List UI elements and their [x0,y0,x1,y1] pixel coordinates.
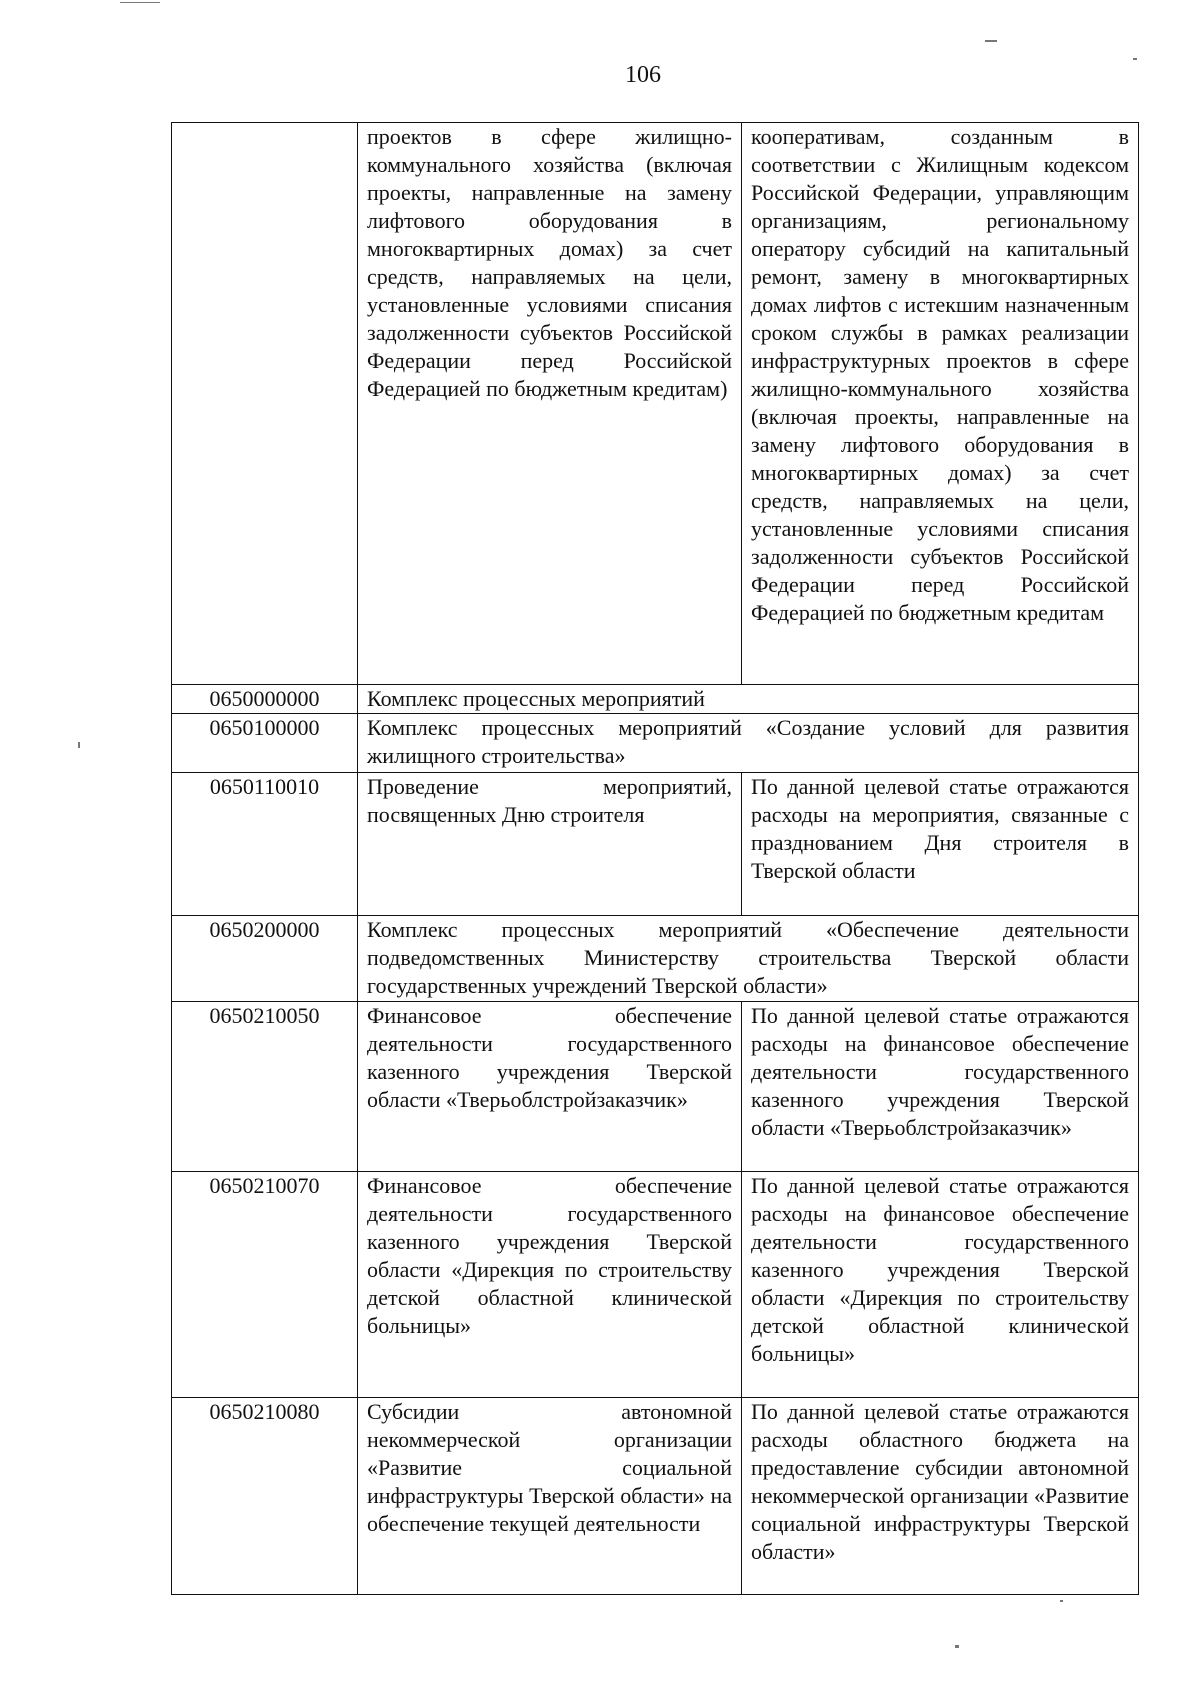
code-cell: 0650210050 [172,1002,358,1172]
code-cell [172,123,358,685]
description-cell: кооперативам, созданным в соответствии с Жилищным кодексом Российской Федерации, управляющим организациям, региональному оператору субсидий на капитальный ремонт, замену в многоквартирных домах лифтов с истекшим назначенным сроком службы в рамках реализации инфраструктурных проектов в сфере жилищно-коммунального хозяйства (включая проекты, направленные на замену лифтового оборудования в многоквартирных домах) за счет средств, направляемых на цели, установленные условиями списания задолженности субъектов Российской Федерации перед Российской Федерацией по бюджетным кредитам [742,123,1139,685]
table-row [172,714,1139,773]
scan-speck [1060,1600,1063,1602]
scan-speck [1133,58,1137,60]
scan-speck [955,1645,959,1648]
code-cell: 0650110010 [172,773,358,916]
name-cell: Субсидии автономной некоммерческой организации «Развитие социальной инфраструктуры Тверской области» на обеспечение текущей деятельности [358,1398,742,1595]
page-number: 106 [625,62,661,88]
table-row [172,685,1139,714]
name-cell: Финансовое обеспечение деятельности государственного казенного учреждения Тверской области «Дирекция по строительству детской областной клинической больницы» [358,1172,742,1398]
table-row [172,1002,1139,1172]
scan-speck [985,40,997,42]
section-title-cell: Комплекс процессных мероприятий [358,685,1139,714]
description-cell: По данной целевой статье отражаются расходы на финансовое обеспечение деятельности государственного казенного учреждения Тверской области «Дирекция по строительству детской областной клинической больницы» [742,1172,1139,1398]
description-cell: По данной целевой статье отражаются расходы областного бюджета на предоставление субсидии автономной некоммерческой организации «Развитие социальной инфраструктуры Тверской области» [742,1398,1139,1595]
name-cell: Финансовое обеспечение деятельности государственного казенного учреждения Тверской области «Тверьоблстройзаказчик» [358,1002,742,1172]
description-cell: По данной целевой статье отражаются расходы на мероприятия, связанные с празднованием Дня строителя в Тверской области [742,773,1139,916]
code-cell: 0650100000 [172,714,358,773]
table-row [172,1398,1139,1595]
table-row [172,1172,1139,1398]
section-title-cell: Комплекс процессных мероприятий «Обеспечение деятельности подведомственных Министерству строительства Тверской области государственных учреждений Тверской области» [358,916,1139,1002]
table-row [172,916,1139,1002]
code-cell: 0650210070 [172,1172,358,1398]
description-cell: По данной целевой статье отражаются расходы на финансовое обеспечение деятельности государственного казенного учреждения Тверской области «Тверьоблстройзаказчик» [742,1002,1139,1172]
table-row [172,773,1139,916]
budget-classification-table [171,122,1139,1595]
section-title-cell: Комплекс процессных мероприятий «Создание условий для развития жилищного строительства» [358,714,1139,773]
code-cell: 0650000000 [172,685,358,714]
scan-speck [78,742,80,748]
code-cell: 0650200000 [172,916,358,1002]
name-cell: Проведение мероприятий, посвященных Дню строителя [358,773,742,916]
name-cell: проектов в сфере жилищно-коммунального хозяйства (включая проекты, направленные на замену лифтового оборудования в многоквартирных домах) за счет средств, направляемых на цели, установленные условиями списания задолженности субъектов Российской Федерации перед Российской Федерацией по бюджетным кредитам) [358,123,742,685]
table-row [172,123,1139,685]
code-cell: 0650210080 [172,1398,358,1595]
scan-speck [120,2,160,3]
